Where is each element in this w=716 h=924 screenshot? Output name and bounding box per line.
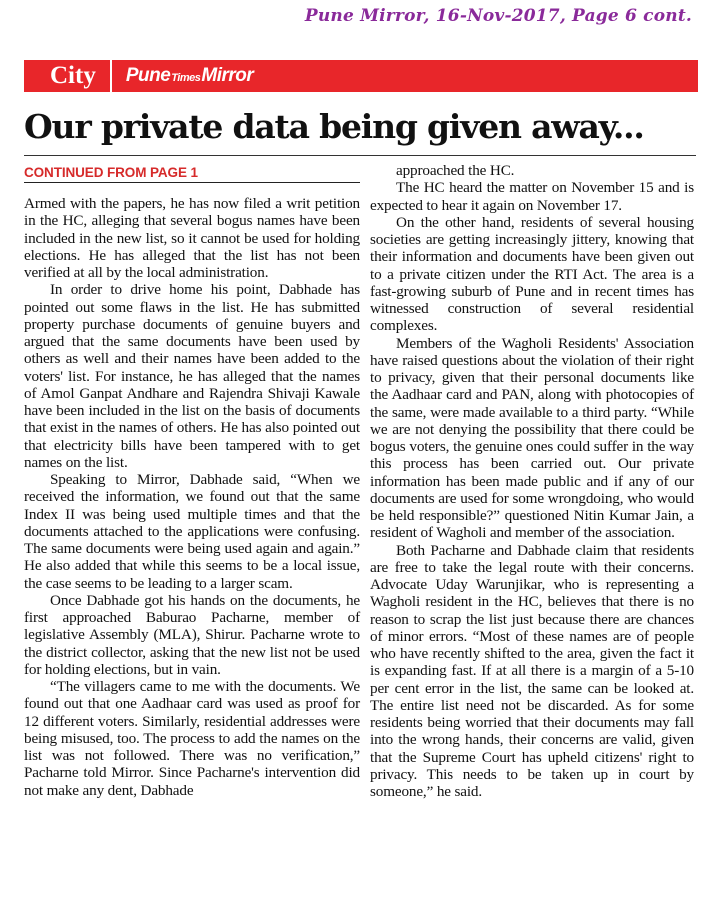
section-banner <box>24 60 698 92</box>
headline-rule <box>24 155 696 156</box>
paragraph: On the other hand, residents of several housing societies are getting increasingly jittery, knowing that their information and documents have been given out to a private citizen under the RTI Act. The area is a fast-growing suburb of Pune and in recent times has witnessed construction of several residential complexes. <box>370 213 694 335</box>
paragraph: Members of the Wagholi Residents' Association have raised questions about the violation of their right to privacy, given that their personal documents like the Aadhaar card and PAN, along with photocopies of the same, were made available to a third party. “While we are not denying the possibility that there could be bogus voters, the genuine ones could suffer in the way this process has been carried out. Our private information has been made public and if any of our documents are used for some wrongdoing, who would be held responsible?” questioned Nitin Kumar Jain, a resident of Wagholi and member of the association. <box>370 334 694 542</box>
continued-label: CONTINUED FROM PAGE 1 <box>24 165 360 183</box>
masthead-logo <box>112 65 253 87</box>
masthead-times: Times <box>171 72 201 84</box>
paragraph: approached the HC. <box>396 162 515 179</box>
paragraph: In order to drive home his point, Dabhade has pointed out some flaws in the list. He has submitted property purchase documents of genuine buyers and argued that the same documents have been used by others as well and their names have been added to the voters' list. For instance, he has alleged that the names of Amol Ganpat Andhare and Rajendra Shivaji Kawale have been included in the list on the basis of documents that exist in the names of others. He has also pointed out that electricity bills have been tampered with to get names on the list. <box>24 281 360 471</box>
article-column-1 <box>24 195 360 799</box>
headline: Our private data being given away... <box>24 107 644 146</box>
paragraph: Both Pacharne and Dabhade claim that residents are free to take the legal route with their concerns. Advocate Uday Warunjikar, who is representing a Wagholi resident in the HC, believes that there is no reason to scrap the list just because there are chances of minor errors. “Most of these names are of people who have recently shifted to the area, given the fact it is expanding fast. If at all there is a margin of a 5-10 per cent error in the list, the same can be looked at. The entire list need not be discarded. As for some residents being worried that their documents may fall into the wrong hands, their concerns are valid, given that the Supreme Court has upheld citizens' right to privacy. This needs to be taken up in court by someone,” he said. <box>370 541 694 800</box>
section-label: City <box>50 62 96 89</box>
source-note: Pune Mirror, 16-Nov-2017, Page 6 cont. <box>304 6 692 26</box>
article-column-2 <box>370 162 694 800</box>
paragraph: Armed with the papers, he has now filed a writ petition in the HC, alleging that several bogus names have been included in the new list, so it cannot be used for holding elections. He has alleged that the list has not been verified at all by the local administration. <box>24 195 360 281</box>
masthead-mirror: Mirror <box>201 65 254 86</box>
masthead-pune: Pune <box>125 65 171 86</box>
paragraph: Speaking to Mirror, Dabhade said, “When we received the information, we found out that the same Index II was being used multiple times and that the documents attached to the applications were confusing. The same documents were being used again and again.” He also added that while this seems to be a local issue, the case seems to be leading to a larger scam. <box>24 471 360 592</box>
paragraph: “The villagers came to me with the documents. We found out that one Aadhaar card was used as proof for 12 different voters. Similarly, residential addresses were being misused, too. The process to add the names on the list was not followed. There was no verification,” Pacharne told Mirror. Since Pacharne's intervention did not make any dent, Dabhade <box>24 678 360 799</box>
paragraph: Once Dabhade got his hands on the documents, he first approached Baburao Pacharne, member of legislative Assembly (MLA), Shirur. Pacharne wrote to the district collector, asking that the new list not be used for holding elections, but in vain. <box>24 591 360 678</box>
paragraph: The HC heard the matter on November 15 and is expected to hear it again on November 17. <box>370 179 694 214</box>
